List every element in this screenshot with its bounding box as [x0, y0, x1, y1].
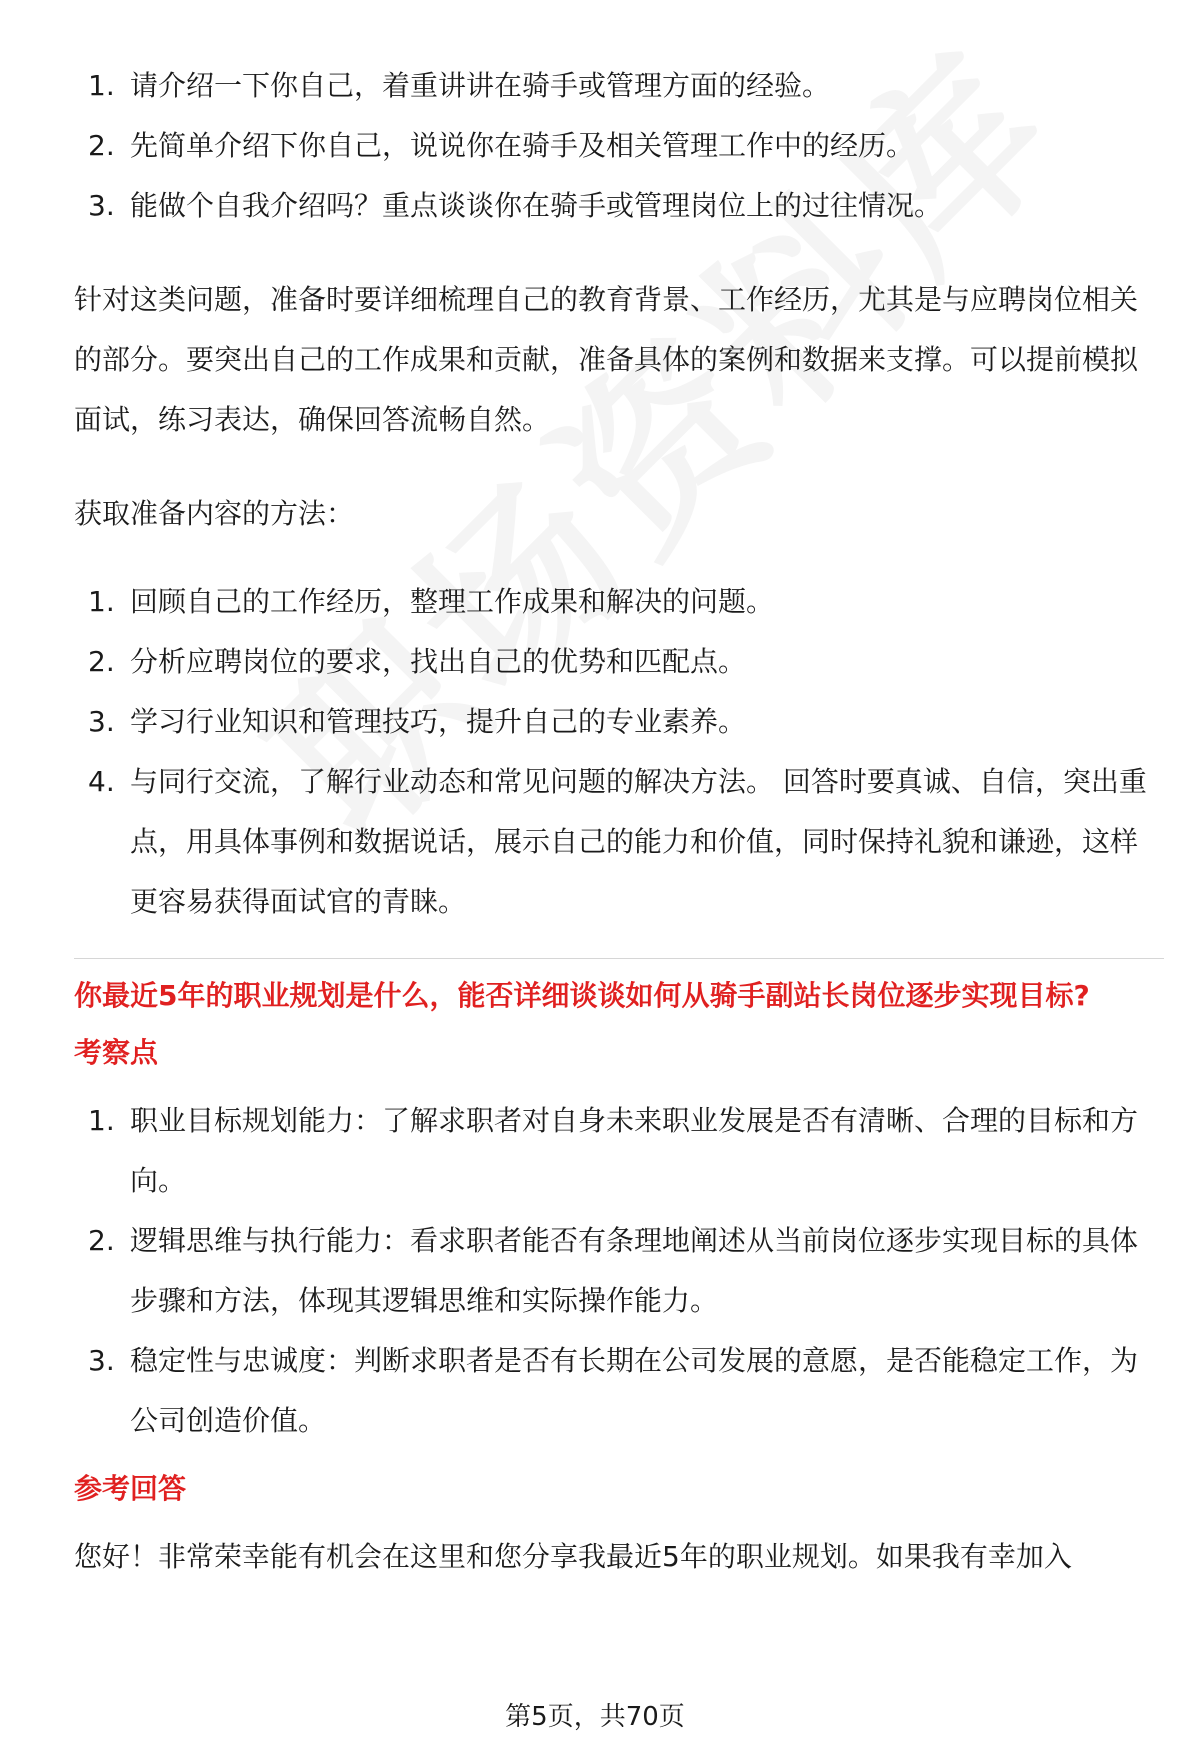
list-item — [74, 116, 1164, 176]
list-item-text: 请介绍一下你自己，着重讲讲在骑手或管理方面的经验。 — [130, 69, 831, 102]
spacer — [74, 959, 1164, 977]
list-item — [74, 632, 1164, 692]
spacer — [74, 1073, 1164, 1091]
methods-intro: 获取准备内容的方法： — [74, 497, 355, 530]
list-number: 2. — [88, 645, 115, 678]
list-number: 2. — [88, 1224, 115, 1257]
list-item — [74, 56, 1164, 116]
list-item — [74, 1091, 1164, 1211]
list-number: 3. — [88, 1344, 115, 1377]
list-number: 4. — [88, 765, 115, 798]
list-item — [74, 572, 1164, 632]
list-item-text: 回顾自己的工作经历，整理工作成果和解决的问题。 — [130, 585, 775, 618]
list-item — [74, 1211, 1164, 1331]
spacer — [74, 1451, 1164, 1469]
preparation-paragraph: 针对这类问题，准备时要详细梳理自己的教育背景、工作经历，尤其是与应聘岗位相关的部分。要突出自己的工作成果和贡献，准备具体的案例和数据来支撑。可以提前模拟面试，练习表达，确保回答流畅自然。 — [74, 283, 1139, 436]
question-heading: 你最近5年的职业规划是什么，能否详细谈谈如何从骑手副站长岗位逐步实现目标? — [74, 979, 1090, 1012]
list-item-text: 先简单介绍下你自己，说说你在骑手及相关管理工作中的经历。 — [130, 129, 915, 162]
list-item-text: 分析应聘岗位的要求，找出自己的优势和匹配点。 — [130, 645, 747, 678]
list-number: 1. — [88, 1104, 115, 1137]
list-number: 3. — [88, 189, 115, 222]
section-heading-reference-answer: 参考回答 — [74, 1472, 187, 1505]
spacer — [74, 932, 1164, 958]
preparation-methods-list — [74, 572, 1164, 932]
answer-paragraph: 您好！非常荣幸能有机会在这里和您分享我最近5年的职业规划。如果我有幸加入 — [74, 1540, 1072, 1573]
list-item-text: 逻辑思维与执行能力：看求职者能否有条理地阐述从当前岗位逐步实现目标的具体步骤和方法，体现其逻辑思维和实际操作能力。 — [130, 1224, 1139, 1317]
list-number: 3. — [88, 705, 115, 738]
list-item — [74, 1331, 1164, 1451]
page-number: 第5页，共70页 — [505, 1702, 685, 1732]
question-variants-list — [74, 56, 1164, 236]
list-item — [74, 692, 1164, 752]
list-item-text: 职业目标规划能力：了解求职者对自身未来职业发展是否有清晰、合理的目标和方向。 — [130, 1104, 1139, 1197]
list-item — [74, 176, 1164, 236]
page-content — [74, 56, 1164, 1587]
list-number: 1. — [88, 69, 115, 102]
spacer — [74, 544, 1164, 572]
spacer — [74, 1509, 1164, 1527]
list-item-text: 能做个自我介绍吗？重点谈谈你在骑手或管理岗位上的过往情况。 — [130, 189, 943, 222]
list-item-text: 学习行业知识和管理技巧，提升自己的专业素养。 — [130, 705, 747, 738]
section-heading-assessment: 考察点 — [74, 1036, 159, 1069]
list-number: 2. — [88, 129, 115, 162]
list-item-text: 与同行交流，了解行业动态和常见问题的解决方法。 回答时要真诚、自信，突出重点，用具体事例和数据说话，展示自己的能力和价值，同时保持礼貌和谦逊，这样更容易获得面试官的青睐。 — [130, 765, 1147, 918]
spacer — [74, 236, 1164, 270]
list-number: 1. — [88, 585, 115, 618]
assessment-points-list — [74, 1091, 1164, 1451]
list-item-text: 稳定性与忠诚度：判断求职者是否有长期在公司发展的意愿，是否能稳定工作，为公司创造价值。 — [130, 1344, 1139, 1437]
spacer — [74, 1015, 1164, 1033]
spacer — [74, 450, 1164, 484]
list-item — [74, 752, 1164, 932]
